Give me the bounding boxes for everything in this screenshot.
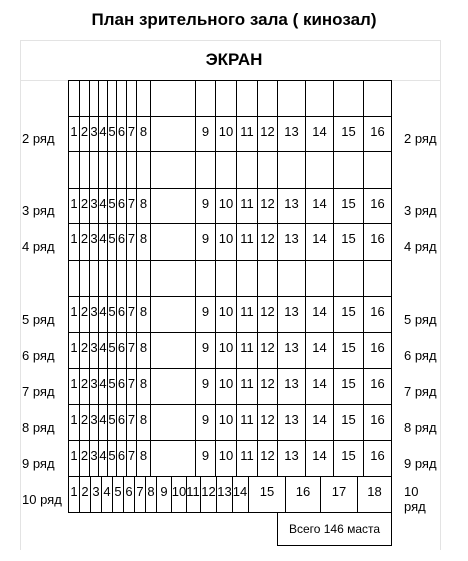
seat-cell[interactable]: 1 <box>68 333 80 369</box>
seat-cell[interactable]: 2 <box>80 297 90 333</box>
seat-cell[interactable]: 2 <box>80 405 90 441</box>
seat-cell[interactable] <box>237 261 258 297</box>
seat-cell[interactable]: 15 <box>334 369 364 405</box>
aisle-cell <box>151 369 196 405</box>
row-label-right: 2 ряд <box>404 131 437 146</box>
aisle-cell <box>151 297 196 333</box>
seat-cell[interactable]: 13 <box>278 117 306 152</box>
seat-cell[interactable]: 5 <box>108 189 117 224</box>
seat-cell[interactable] <box>90 261 99 297</box>
seat-cell[interactable]: 10 <box>216 441 237 477</box>
seat-cell[interactable]: 13 <box>278 333 306 369</box>
seat-cell[interactable] <box>258 80 278 117</box>
seat-cell[interactable]: 11 <box>237 224 258 261</box>
seat-cell[interactable]: 5 <box>108 224 117 261</box>
seat-cell[interactable] <box>127 152 137 189</box>
seat-cell[interactable] <box>237 80 258 117</box>
seat-cell[interactable]: 6 <box>117 369 127 405</box>
row-label-right: 7 ряд <box>404 383 437 399</box>
seat-cell[interactable]: 9 <box>196 405 216 441</box>
seat-cell[interactable]: 5 <box>113 477 124 513</box>
seat-cell[interactable]: 8 <box>137 333 151 369</box>
seat-cell[interactable]: 15 <box>334 441 364 477</box>
row-label-right <box>400 80 440 117</box>
seat-cell[interactable]: 8 <box>137 297 151 333</box>
seat-cell[interactable]: 14 <box>306 369 334 405</box>
seat-cell[interactable]: 14 <box>232 477 249 513</box>
screen-label: ЭКРАН <box>205 50 263 69</box>
seat-cell[interactable]: 10 <box>216 369 237 405</box>
seat-cell[interactable]: 3 <box>90 117 99 152</box>
seat-cell[interactable] <box>68 152 80 189</box>
seat-cell[interactable]: 3 <box>90 224 99 261</box>
seat-cell[interactable]: 13 <box>278 297 306 333</box>
seat-cell[interactable]: 8 <box>137 369 151 405</box>
aisle-cell <box>151 441 196 477</box>
seat-cell[interactable] <box>80 80 90 117</box>
seat-cell[interactable]: 12 <box>258 441 278 477</box>
seat-cell[interactable] <box>68 80 80 117</box>
seat-cell[interactable] <box>196 80 216 117</box>
seat-cell[interactable] <box>216 152 237 189</box>
seat-cell[interactable]: 5 <box>108 405 117 441</box>
row-label-left: 4 ряд <box>22 239 55 254</box>
aisle-cell <box>151 224 196 261</box>
seat-cell[interactable]: 15 <box>334 405 364 441</box>
seat-cell[interactable]: 1 <box>68 117 80 152</box>
page-title: План зрительного зала ( кинозал) <box>91 10 377 29</box>
seat-cell[interactable]: 4 <box>99 224 108 261</box>
seat-cell[interactable]: 10 <box>172 477 187 513</box>
seat-cell[interactable]: 11 <box>237 441 258 477</box>
seat-cell[interactable] <box>117 152 127 189</box>
seat-cell[interactable]: 12 <box>201 477 217 513</box>
seat-cell[interactable]: 2 <box>80 224 90 261</box>
seat-cell[interactable]: 6 <box>117 297 127 333</box>
seat-cell[interactable]: 16 <box>286 477 321 513</box>
aisle-cell <box>151 152 196 189</box>
row-label-left: 6 ряд <box>22 347 55 363</box>
seat-cell[interactable]: 15 <box>334 224 364 261</box>
seat-cell[interactable]: 14 <box>306 405 334 441</box>
seat-cell[interactable]: 16 <box>364 189 392 224</box>
row-label-left: 2 ряд <box>22 131 55 146</box>
seat-cell[interactable]: 9 <box>196 297 216 333</box>
seat-cell[interactable] <box>117 80 127 117</box>
seat-cell[interactable] <box>80 152 90 189</box>
seat-cell[interactable]: 10 <box>216 333 237 369</box>
seat-cell[interactable]: 11 <box>237 117 258 152</box>
seat-cell[interactable] <box>108 80 117 117</box>
seat-cell[interactable]: 3 <box>90 297 99 333</box>
seat-cell[interactable]: 18 <box>358 477 392 513</box>
seat-cell[interactable]: 7 <box>127 333 137 369</box>
seat-cell[interactable]: 5 <box>108 369 117 405</box>
row-label-left: 10 ряд <box>22 491 62 507</box>
row-label-left <box>20 80 68 117</box>
aisle-cell <box>151 261 196 297</box>
seat-cell[interactable]: 7 <box>127 117 137 152</box>
seat-cell[interactable]: 13 <box>278 441 306 477</box>
seat-cell[interactable]: 15 <box>334 297 364 333</box>
seat-cell[interactable] <box>90 152 99 189</box>
seat-cell[interactable]: 2 <box>80 189 90 224</box>
seat-cell[interactable]: 13 <box>278 189 306 224</box>
row-label-right: 10 ряд <box>404 484 426 514</box>
seat-cell[interactable]: 4 <box>99 189 108 224</box>
row-label-left: 5 ряд <box>22 311 55 327</box>
seat-cell[interactable]: 10 <box>216 189 237 224</box>
row-label-right: 8 ряд <box>404 419 437 435</box>
seat-cell[interactable] <box>258 152 278 189</box>
seat-cell[interactable]: 5 <box>108 441 117 477</box>
seat-cell[interactable] <box>99 80 108 117</box>
row-label-right <box>400 152 440 189</box>
seat-cell[interactable]: 8 <box>146 477 157 513</box>
seat-cell[interactable]: 12 <box>258 224 278 261</box>
seat-cell[interactable] <box>278 261 306 297</box>
seat-cell[interactable]: 7 <box>127 441 137 477</box>
seat-cell[interactable] <box>80 261 90 297</box>
seat-cell[interactable] <box>278 80 306 117</box>
seat-cell[interactable] <box>137 80 151 117</box>
seat-cell[interactable]: 11 <box>237 369 258 405</box>
total-seats: Всего 146 маста <box>277 512 392 546</box>
seat-cell[interactable]: 14 <box>306 333 334 369</box>
row-label-left <box>20 152 68 189</box>
seat-cell[interactable]: 15 <box>249 477 286 513</box>
seat-cell[interactable] <box>108 152 117 189</box>
seat-cell[interactable] <box>237 152 258 189</box>
seat-cell[interactable]: 1 <box>68 405 80 441</box>
aisle-cell <box>151 405 196 441</box>
seat-cell[interactable] <box>99 152 108 189</box>
row-label-left: 7 ряд <box>22 383 55 399</box>
row-label-right: 5 ряд <box>404 311 437 327</box>
seat-cell[interactable]: 10 <box>216 297 237 333</box>
seat-cell[interactable]: 7 <box>127 189 137 224</box>
seat-cell[interactable]: 4 <box>99 405 108 441</box>
seat-cell[interactable]: 1 <box>68 369 80 405</box>
seat-cell[interactable] <box>196 261 216 297</box>
seat-cell[interactable] <box>137 152 151 189</box>
seat-cell[interactable]: 4 <box>102 477 113 513</box>
seat-cell[interactable]: 7 <box>127 405 137 441</box>
seat-cell[interactable] <box>278 152 306 189</box>
seat-cell[interactable]: 5 <box>108 333 117 369</box>
seat-cell[interactable]: 3 <box>91 477 102 513</box>
seat-cell[interactable]: 10 <box>216 405 237 441</box>
seat-cell[interactable]: 9 <box>196 224 216 261</box>
seat-cell[interactable]: 3 <box>90 405 99 441</box>
row-label-left: 9 ряд <box>22 455 55 471</box>
seat-cell[interactable]: 8 <box>137 441 151 477</box>
seat-cell[interactable]: 7 <box>127 297 137 333</box>
seat-cell[interactable] <box>216 261 237 297</box>
seat-cell[interactable]: 6 <box>117 224 127 261</box>
seat-cell[interactable]: 4 <box>99 441 108 477</box>
seat-cell[interactable]: 3 <box>90 369 99 405</box>
seat-cell[interactable] <box>334 80 364 117</box>
seat-cell[interactable] <box>364 80 392 117</box>
seat-cell[interactable]: 3 <box>90 333 99 369</box>
seat-cell[interactable] <box>364 261 392 297</box>
seat-cell[interactable]: 12 <box>258 333 278 369</box>
seat-cell[interactable] <box>68 261 80 297</box>
seat-cell[interactable]: 3 <box>90 441 99 477</box>
seat-cell[interactable]: 13 <box>278 405 306 441</box>
seat-cell[interactable]: 7 <box>127 369 137 405</box>
seat-cell[interactable]: 1 <box>68 477 80 513</box>
seat-cell[interactable]: 5 <box>108 297 117 333</box>
seat-cell[interactable] <box>99 261 108 297</box>
seat-cell[interactable] <box>306 152 334 189</box>
seat-cell[interactable]: 1 <box>68 297 80 333</box>
seat-cell[interactable] <box>216 80 237 117</box>
row-label-left: 8 ряд <box>22 419 55 435</box>
seat-cell[interactable]: 6 <box>117 333 127 369</box>
row-label-right: 4 ряд <box>404 239 437 254</box>
row-label-right <box>400 261 440 297</box>
seat-cell[interactable]: 16 <box>364 369 392 405</box>
seat-cell[interactable] <box>306 80 334 117</box>
seat-cell[interactable]: 8 <box>137 405 151 441</box>
seat-cell[interactable]: 14 <box>306 189 334 224</box>
seat-cell[interactable]: 1 <box>68 189 80 224</box>
seat-cell[interactable]: 16 <box>364 441 392 477</box>
seat-cell[interactable]: 8 <box>137 189 151 224</box>
seat-cell[interactable]: 16 <box>364 405 392 441</box>
seat-cell[interactable]: 2 <box>80 477 91 513</box>
seat-cell[interactable]: 1 <box>68 441 80 477</box>
seat-cell[interactable]: 17 <box>321 477 358 513</box>
seat-cell[interactable] <box>334 152 364 189</box>
seat-cell[interactable]: 7 <box>135 477 146 513</box>
seat-cell[interactable]: 2 <box>80 117 90 152</box>
seat-cell[interactable]: 11 <box>237 189 258 224</box>
seat-cell[interactable]: 8 <box>137 117 151 152</box>
seat-cell[interactable]: 16 <box>364 224 392 261</box>
seat-cell[interactable]: 12 <box>258 117 278 152</box>
row-label-left <box>20 261 68 297</box>
seat-cell[interactable] <box>108 261 117 297</box>
seat-cell[interactable]: 10 <box>216 224 237 261</box>
seat-cell[interactable]: 3 <box>90 189 99 224</box>
seat-cell[interactable]: 14 <box>306 441 334 477</box>
seat-cell[interactable] <box>306 261 334 297</box>
seat-cell[interactable]: 9 <box>196 189 216 224</box>
seat-cell[interactable]: 14 <box>306 224 334 261</box>
seat-cell[interactable]: 13 <box>278 369 306 405</box>
seat-cell[interactable]: 14 <box>306 297 334 333</box>
seat-cell[interactable]: 15 <box>334 189 364 224</box>
seat-cell[interactable] <box>127 261 137 297</box>
seat-cell[interactable]: 13 <box>217 477 233 513</box>
row-label-right: 9 ряд <box>404 455 437 471</box>
aisle-cell <box>151 189 196 224</box>
seat-cell[interactable] <box>137 261 151 297</box>
seat-cell[interactable]: 4 <box>99 117 108 152</box>
seat-cell[interactable] <box>364 152 392 189</box>
aisle-cell <box>151 333 196 369</box>
seat-cell[interactable] <box>196 152 216 189</box>
seat-cell[interactable]: 12 <box>258 405 278 441</box>
seat-cell[interactable] <box>90 80 99 117</box>
seat-cell[interactable]: 15 <box>334 333 364 369</box>
seat-cell[interactable] <box>117 261 127 297</box>
seat-cell[interactable]: 4 <box>99 297 108 333</box>
row-label-right: 3 ряд <box>404 203 437 218</box>
seat-cell[interactable]: 9 <box>157 477 172 513</box>
seat-cell[interactable]: 6 <box>117 189 127 224</box>
seat-cell[interactable]: 12 <box>258 369 278 405</box>
seat-cell[interactable]: 16 <box>364 117 392 152</box>
seat-cell[interactable]: 6 <box>117 441 127 477</box>
seat-cell[interactable]: 6 <box>117 117 127 152</box>
seat-cell[interactable] <box>127 80 137 117</box>
seat-cell[interactable]: 5 <box>108 117 117 152</box>
seat-cell[interactable]: 9 <box>196 369 216 405</box>
seat-cell[interactable]: 2 <box>80 369 90 405</box>
seat-cell[interactable]: 9 <box>196 441 216 477</box>
seat-cell[interactable]: 11 <box>237 297 258 333</box>
seat-cell[interactable]: 1 <box>68 224 80 261</box>
seat-cell[interactable]: 12 <box>258 297 278 333</box>
aisle-cell <box>151 117 196 152</box>
seat-cell[interactable]: 13 <box>278 224 306 261</box>
seat-cell[interactable]: 14 <box>306 117 334 152</box>
seat-cell[interactable]: 12 <box>258 189 278 224</box>
seat-cell[interactable]: 4 <box>99 333 108 369</box>
row-label-right: 6 ряд <box>404 347 437 363</box>
seat-cell[interactable]: 15 <box>334 117 364 152</box>
seat-cell[interactable] <box>258 261 278 297</box>
seat-cell[interactable]: 11 <box>186 477 201 513</box>
seat-cell[interactable] <box>334 261 364 297</box>
seat-cell[interactable]: 11 <box>237 405 258 441</box>
seat-cell[interactable]: 4 <box>99 369 108 405</box>
seat-cell[interactable]: 10 <box>216 117 237 152</box>
seat-cell[interactable]: 7 <box>127 224 137 261</box>
seat-cell[interactable]: 16 <box>364 333 392 369</box>
seat-cell[interactable]: 9 <box>196 333 216 369</box>
seat-cell[interactable]: 2 <box>80 441 90 477</box>
seat-cell[interactable]: 6 <box>124 477 135 513</box>
seat-cell[interactable]: 9 <box>196 117 216 152</box>
seat-cell[interactable]: 6 <box>117 405 127 441</box>
aisle-cell <box>151 80 196 117</box>
seat-cell[interactable]: 8 <box>137 224 151 261</box>
seat-cell[interactable]: 11 <box>237 333 258 369</box>
seat-cell[interactable]: 2 <box>80 333 90 369</box>
seat-cell[interactable]: 16 <box>364 297 392 333</box>
row-label-left: 3 ряд <box>22 203 55 218</box>
